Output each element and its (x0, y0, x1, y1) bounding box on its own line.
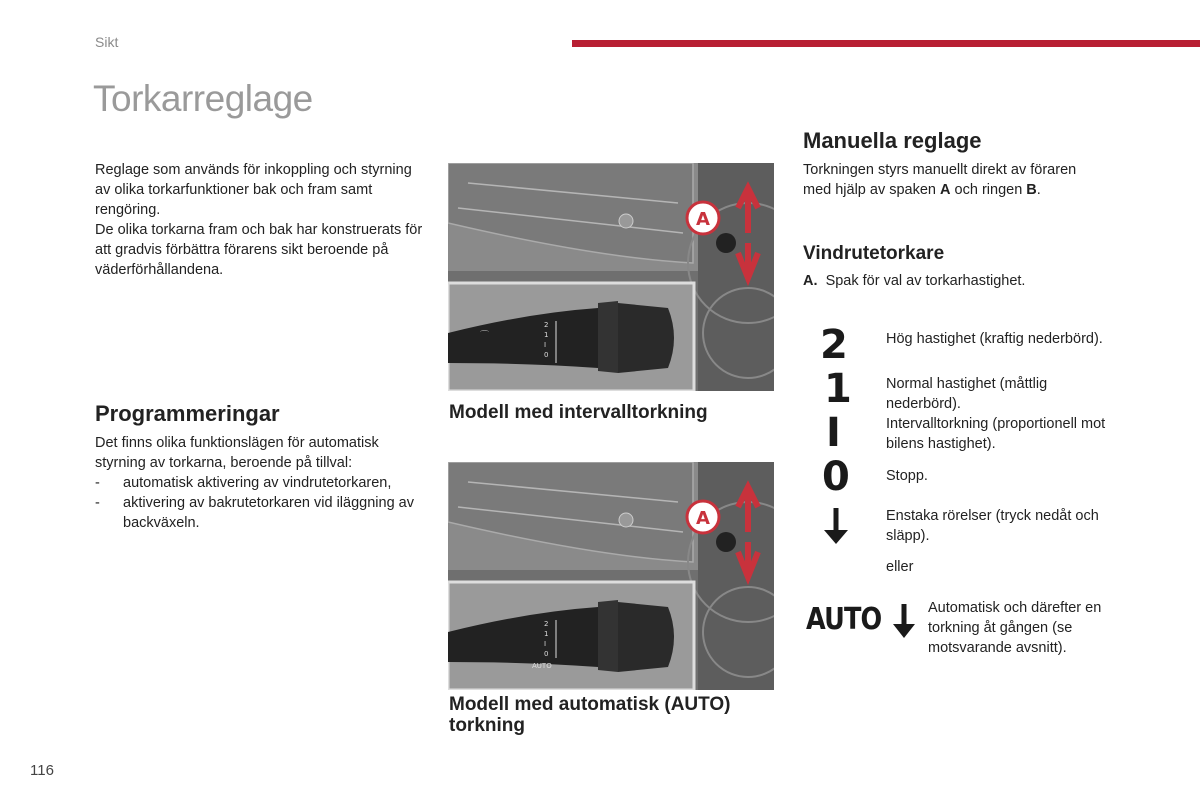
figure-auto-wiper (448, 462, 774, 690)
figure-caption-auto: Modell med automatisk (AUTO) torkning (449, 694, 731, 736)
intro-text (95, 160, 425, 280)
lever-auto-label: AUTO (532, 662, 552, 670)
svg-text:1: 1 (544, 630, 549, 638)
wiper-stalk-illustration (448, 163, 774, 391)
auto-symbol: AUTO (806, 602, 882, 637)
wiper-stalk-auto-illustration (448, 462, 774, 690)
figure-interval-wiper (448, 163, 774, 391)
key-a: A (940, 182, 951, 198)
speed-interval-symbol: I (826, 410, 841, 456)
auto-text: Automatisk och därefter en torkning åt gången (se motsvarande avsnitt). (928, 600, 1102, 656)
list-item: - aktivering av bakrutetorkaren vid iläggning av backväxeln. (95, 493, 425, 533)
page-title: Torkarreglage (93, 78, 313, 119)
programming-block (95, 433, 425, 533)
speed-2-text: Hög hastighet (kraftig nederbörd). (886, 331, 1103, 347)
svg-text:A: A (696, 209, 710, 230)
single-wipe-text: Enstaka rörelser (tryck nedåt och släpp). (886, 508, 1099, 544)
speed-1-text: Normal hastighet (måttlig nederbörd). (886, 376, 1048, 412)
key-b: B (1026, 182, 1037, 198)
or-text: eller (886, 559, 914, 575)
svg-text:A: A (696, 508, 710, 529)
list-item: - automatisk aktivering av vindrutetorkaren, (95, 473, 425, 493)
speed-2-symbol: 2 (820, 322, 848, 368)
svg-text:I: I (544, 640, 547, 648)
intro-paragraph-2: De olika torkarna fram och bak har konstruerats för att gradvis förbättra förarens sikt beroende på väderförhållandena. (95, 222, 423, 278)
manual-heading: Manuella reglage (803, 128, 982, 153)
section-accent-bar (572, 40, 1200, 47)
speed-1-symbol: 1 (824, 366, 852, 412)
windscreen-heading: Vindrutetorkare (803, 243, 945, 264)
svg-text:1: 1 (544, 331, 549, 339)
svg-text:I: I (544, 341, 547, 349)
section-label: Sikt (95, 34, 119, 50)
svg-text:⌒: ⌒ (480, 331, 490, 341)
auto-down-arrow-icon (892, 602, 916, 645)
manual-text: Torkningen styrs manuellt direkt av föraren med hjälp av spaken A och ringen B. (803, 162, 1077, 198)
programming-list (95, 473, 425, 533)
down-arrow-icon (822, 506, 850, 551)
key-a-label: A. (803, 273, 818, 289)
svg-text:2: 2 (544, 321, 549, 329)
speed-0-symbol: 0 (822, 454, 850, 500)
speed-0-text: Stopp. (886, 468, 928, 484)
svg-text:0: 0 (544, 351, 549, 359)
svg-text:2: 2 (544, 620, 549, 628)
intro-paragraph-1: Reglage som används för inkoppling och styrning av olika torkarfunktioner bak och fram samt rengöring. (95, 162, 412, 218)
programming-text: Det finns olika funktionslägen för automatisk styrning av torkarna, beroende på tillval: (95, 435, 379, 471)
windscreen-a: A. Spak för val av torkarhastighet. (803, 273, 1026, 289)
svg-text:0: 0 (544, 650, 549, 658)
page-number: 116 (30, 762, 54, 779)
speed-interval-text: Intervalltorkning (proportionell mot bilens hastighet). (886, 416, 1106, 452)
programming-heading: Programmeringar (95, 401, 280, 426)
figure-caption-interval: Modell med intervalltorkning (449, 402, 708, 423)
